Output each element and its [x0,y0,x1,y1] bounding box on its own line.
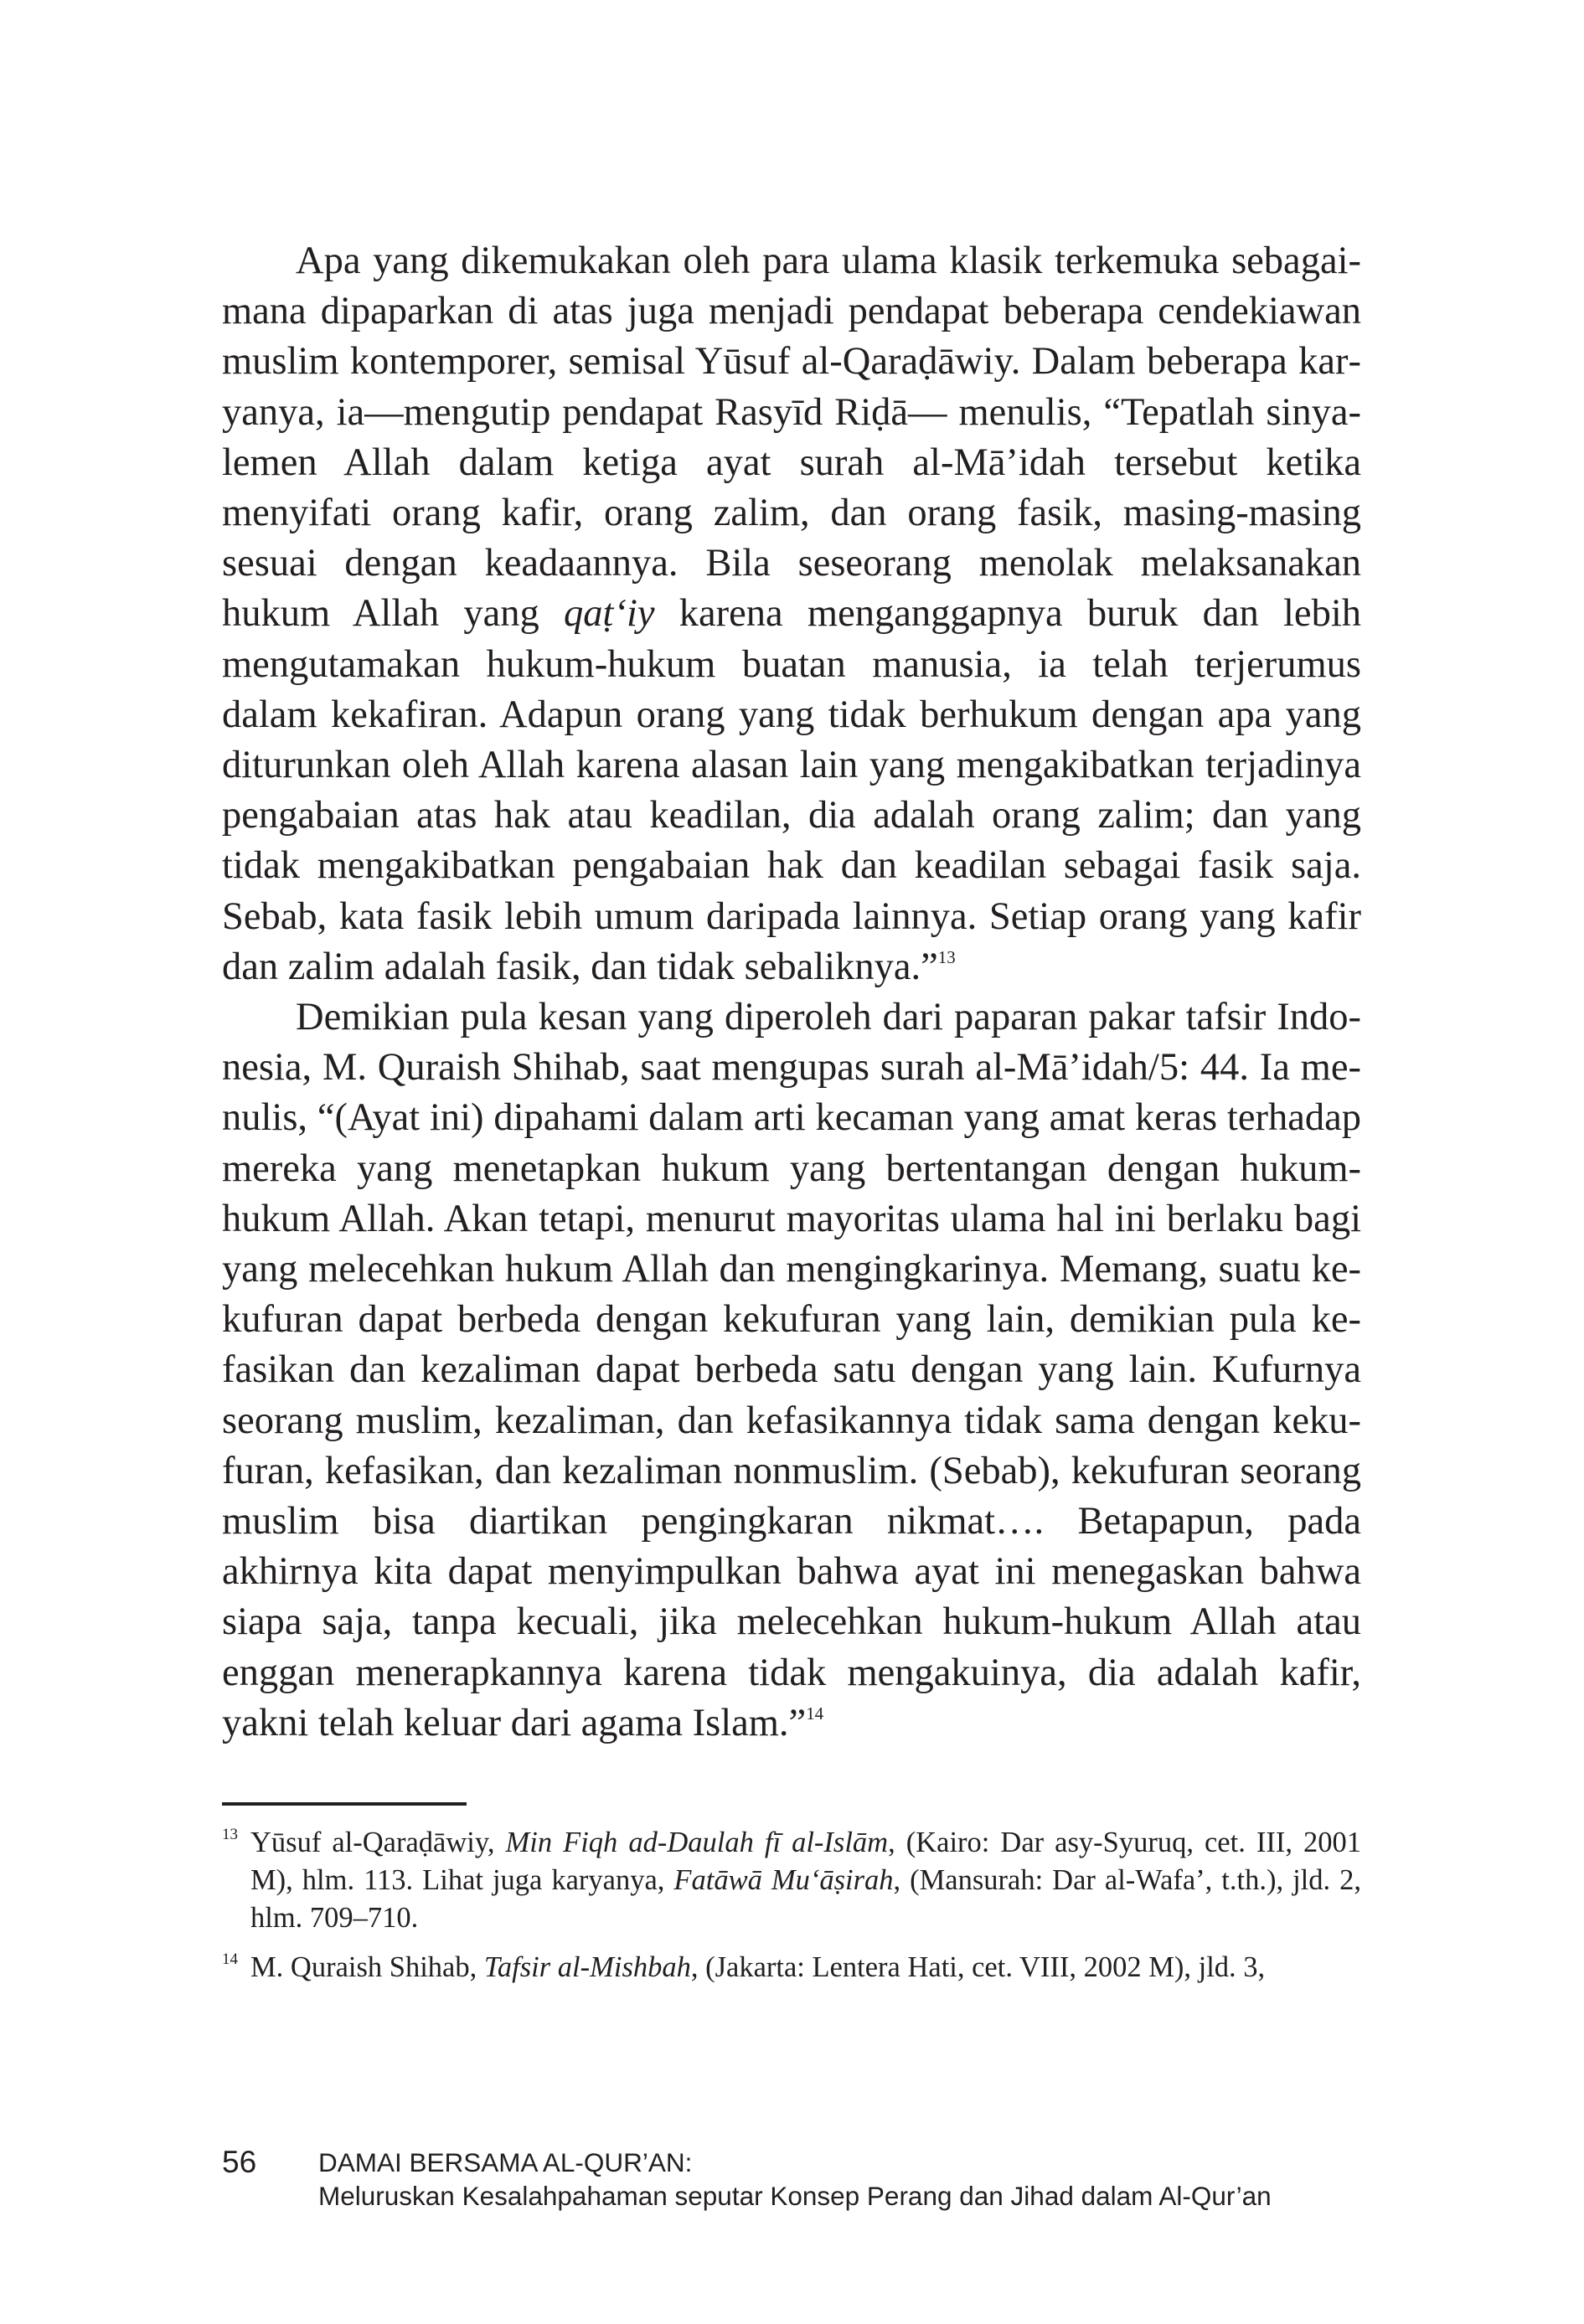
paragraph-1-text-b: karena menganggapnya buruk dan lebih mengutamakan hukum-hukum buatan manusia, ia telah terjerumus dalam kekafiran. Adapun orang yang tidak berhukum dengan apa yang diturunkan oleh Allah karena alasan lain yang mengakibatkan terjadinya pengabaian atas hak atau keadilan, dia adalah orang zalim; dan yang tidak mengakibatkan pengabaian hak dan keadilan sebagai fasik saja. Sebab, kata fasik lebih umum daripada lainnya. Setiap orang yang kafir dan zalim adalah fasik, dan tidak sebaliknya.” [222,592,1361,988]
footnote-divider [222,1802,467,1806]
book-title: DAMAI BERSAMA AL-QUR’AN: [318,2147,693,2177]
paragraph-1-text-a: Apa yang dikemukakan oleh para ulama klasik terkemuka sebagaimana dipaparkan di atas juga menjadi pendapat beberapa cendekiawan muslim kontemporer, semisal Yūsuf al-Qaraḍāwiy. Dalam beberapa karyanya, ia—mengutip pendapat Rasyīd Riḍā— menulis, “Tepatlah sinyalemen Allah dalam ketiga ayat surah al-Mā’idah tersebut ketika menyifati orang kafir, orang zalim, dan orang fasik, masing-masing sesuai dengan keadaannya. Bila seseorang menolak melaksanakan hukum Allah yang [222,240,1361,636]
footnote-ref-14[interactable]: 14 [806,1703,824,1724]
footnotes [222,1824,1361,1998]
footnote-text: , (Mansurah: Dar al-Wafa’, t.th.), jld. 2, hlm. 709–710. [250,1864,1361,1934]
footnote-text: , (Kairo: Dar asy-Syuruq, cet. III, 2001 M), hlm. 113. Lihat juga karyanya, [250,1827,1361,1896]
footnote-14 [222,1949,1361,1986]
main-text [222,236,1361,1749]
footnote-book-title: Min Fiqh ad-Daulah fī al-Islām [505,1827,889,1858]
footnote-text: M. Quraish Shihab, [250,1951,484,1983]
footnote-book-title: Fatāwā Mu‘āṣirah [673,1864,894,1896]
footnote-number: 13 [222,1826,238,1843]
paragraph-2 [222,992,1361,1749]
footnote-book-title: Tafsir al-Mishbah [483,1951,691,1983]
book-subtitle: Meluruskan Kesalahpahaman seputar Konsep Perang dan Jihad dalam Al-Qur’an [318,2181,1272,2211]
footnote-number: 14 [222,1950,238,1968]
paragraph-1 [222,236,1361,992]
page-number: 56 [222,2145,257,2179]
footnote-text: Yūsuf al-Qaraḍāwiy, [250,1827,506,1858]
paragraph-2-text: Demikian pula kesan yang diperoleh dari paparan pakar tafsir Indonesia, M. Quraish Shihab, saat mengupas surah al-Mā’idah/5: 44. Ia menulis, “(Ayat ini) dipahami dalam arti kecaman yang amat keras terhadap mereka yang menetapkan hukum yang bertentangan dengan hukum-hukum Allah. Akan tetapi, menurut mayoritas ulama hal ini berlaku bagi yang melecehkan hukum Allah dan mengingkarinya. Memang, suatu kekufuran dapat berbeda dengan kekufuran yang lain, demikian pula kefasikan dan kezaliman dapat berbeda satu dengan yang lain. Kufurnya seorang muslim, kezaliman, dan kefasikannya tidak sama dengan kekufuran, kefasikan, dan kezaliman nonmuslim. (Sebab), kekufuran seorang muslim bisa diartikan pengingkaran nikmat…. Betapapun, pada akhirnya kita dapat menyimpulkan bahwa ayat ini menegaskan bahwa siapa saja, tanpa kecuali, jika melecehkan hukum-hukum Allah atau enggan menerapkannya karena tidak mengakuinya, dia adalah kafir, yakni telah keluar dari agama Islam.” [222,996,1361,1744]
footnote-ref-13[interactable]: 13 [937,947,956,968]
footnote-text: , (Jakarta: Lentera Hati, cet. VIII, 2002 M), jld. 3, [690,1951,1266,1983]
running-title [318,2146,1272,2213]
paragraph-1-italic-term: qaṭ‘iy [564,592,655,636]
footnote-13 [222,1824,1361,1937]
